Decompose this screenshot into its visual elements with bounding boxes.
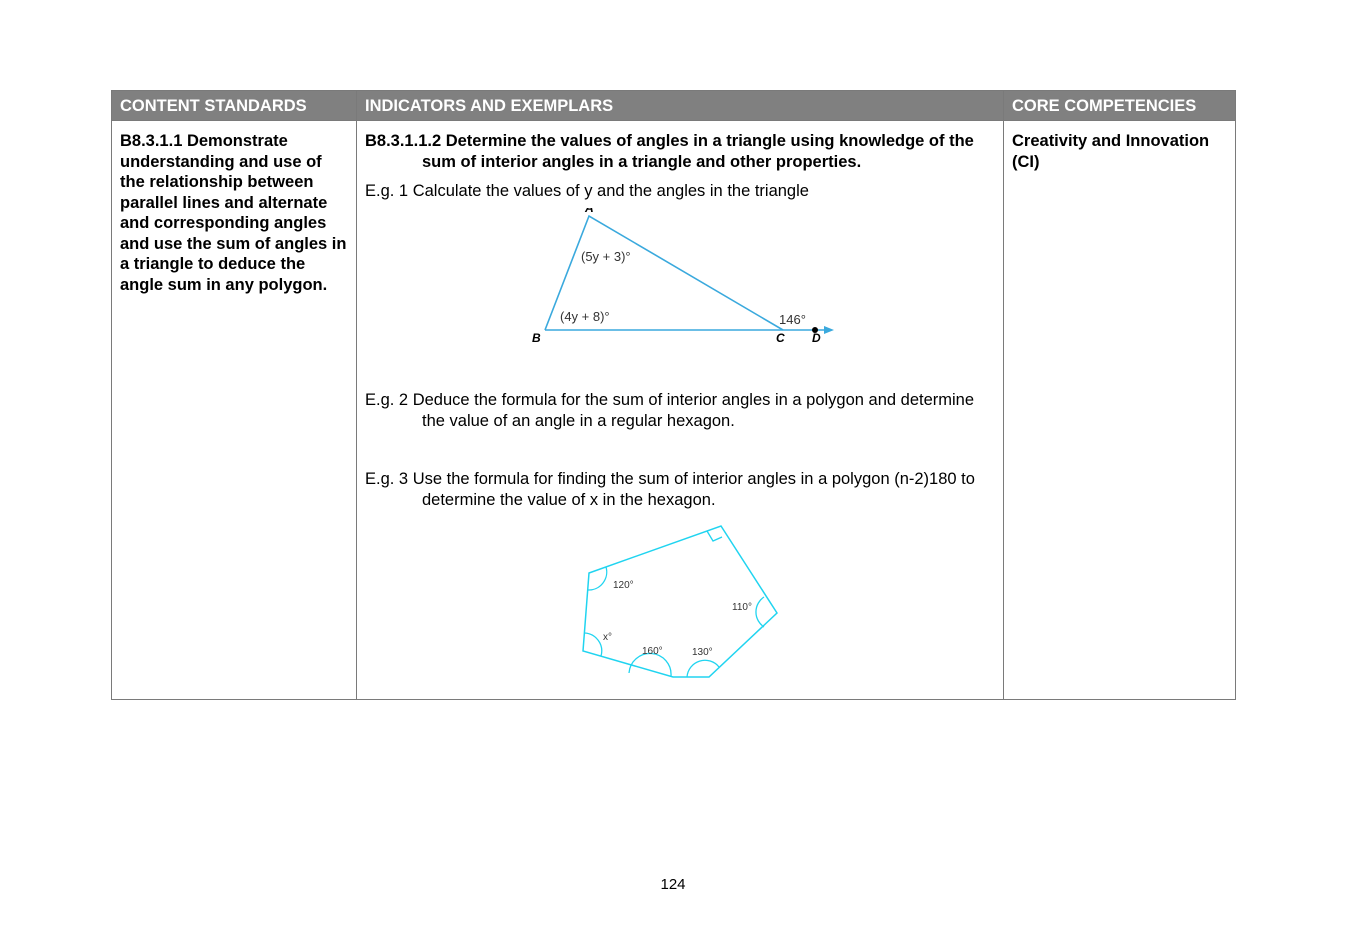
angle-a-label: (5y + 3)° xyxy=(581,249,631,264)
table-row xyxy=(112,121,1236,700)
vertex-b-label: B xyxy=(532,331,541,345)
angle-arc-130 xyxy=(687,660,719,677)
triangle-diagram xyxy=(527,208,847,358)
header-core-competencies: CORE COMPETENCIES xyxy=(1004,91,1236,121)
right-angle-marker xyxy=(707,531,722,541)
hexagon-diagram xyxy=(571,523,791,688)
angle-120-label: 120° xyxy=(613,580,634,591)
example-2-text: E.g. 2 Deduce the formula for the sum of interior angles in a polygon and determine the value of an angle in a regular hexagon. xyxy=(365,391,975,430)
angle-130-label: 130° xyxy=(692,647,713,658)
angle-x-label: x° xyxy=(603,632,612,643)
angle-160-label: 160° xyxy=(642,646,663,657)
triangle-figure xyxy=(527,208,847,358)
table-header-row xyxy=(112,91,1236,121)
angle-arc-110 xyxy=(756,597,764,627)
content-standard-text: B8.3.1.1 Demonstrate understanding and use of the relationship between parallel lines and alternate and corresponding angles and use the sum of angles in a triangle to deduce the angle sum in any polygon. xyxy=(120,132,347,294)
header-content-standards: CONTENT STANDARDS xyxy=(112,91,357,121)
indicator-text: B8.3.1.1.2 Determine the values of angles in a triangle using knowledge of the sum of interior angles in a triangle and other properties. xyxy=(365,132,974,171)
vertex-a-label: A xyxy=(585,208,594,215)
core-competencies-cell xyxy=(1004,121,1236,700)
hexagon-figure xyxy=(571,523,791,688)
ray-arrowhead xyxy=(824,326,834,334)
page-number: 124 xyxy=(660,876,686,893)
angle-b-label: (4y + 8)° xyxy=(560,309,610,324)
content-standard-cell xyxy=(112,121,357,700)
angle-110-label: 110° xyxy=(732,602,752,613)
curriculum-table xyxy=(111,90,1236,700)
example-1-text: E.g. 1 Calculate the values of y and the angles in the triangle xyxy=(365,182,809,200)
example-3-text: E.g. 3 Use the formula for finding the sum of interior angles in a polygon (n-2)180 to determine the value of x in the hexagon. xyxy=(365,470,975,509)
vertex-c-label: C xyxy=(776,331,785,345)
exterior-angle-label: 146° xyxy=(779,312,806,327)
header-indicators-exemplars: INDICATORS AND EXEMPLARS xyxy=(357,91,1004,121)
core-competency-text: Creativity and Innovation (CI) xyxy=(1012,132,1210,171)
point-d-label: D xyxy=(812,331,821,345)
indicators-cell xyxy=(357,121,1004,700)
